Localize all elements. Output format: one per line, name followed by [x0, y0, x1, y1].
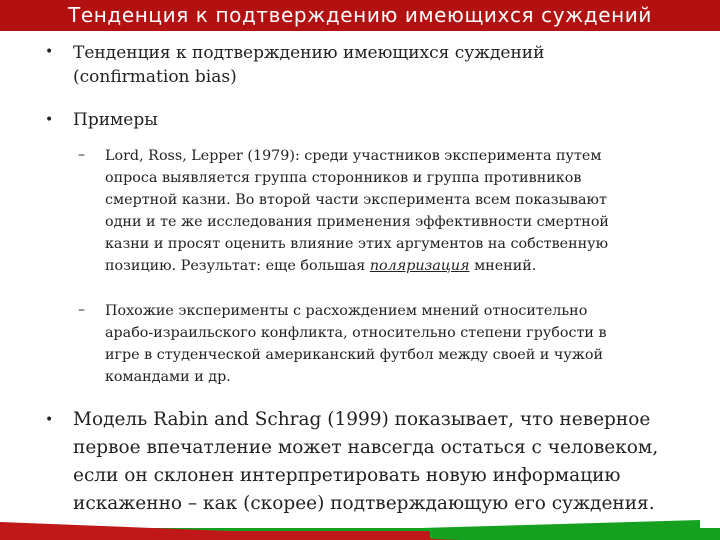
text-line: Lord, Ross, Lepper (1979): среди участников эксперимента путем	[105, 148, 602, 164]
text-line: опроса выявляется группа сторонников и группа противников	[105, 170, 582, 186]
text-line: если он склонен интерпретировать новую информацию	[73, 465, 621, 486]
text-line	[105, 255, 665, 277]
bullet-icon: •	[45, 112, 54, 128]
text-line: командами и др.	[105, 369, 231, 385]
text-line: Похожие эксперименты с расхождением мнений относительно	[105, 303, 588, 319]
text-line: арабо-израильского конфликта, относительно степени грубости в	[105, 325, 607, 341]
text-line: казни и просят оценить влияние этих аргументов на собственную	[105, 236, 609, 252]
text-line: искаженно – как (скорее) подтверждающую его суждения.	[73, 493, 655, 514]
bullet-item-2	[73, 108, 703, 132]
text-line: Тенденция к подтверждению имеющихся суждений	[73, 43, 545, 63]
emphasis-term: поляризация	[369, 258, 470, 274]
bullet-icon: •	[45, 412, 54, 428]
text-line: Модель Rabin and Schrag (1999) показывает, что неверное	[73, 409, 651, 430]
text-fragment: позицию. Результат: еще большая	[105, 258, 370, 274]
bullet-item-1	[73, 41, 703, 89]
subitem-2	[105, 300, 665, 388]
bullet-item-3	[73, 406, 713, 518]
text-line: одни и те же исследования применения эффективности смертной	[105, 214, 609, 230]
dash-icon: –	[78, 147, 85, 163]
text-fragment: мнений.	[469, 258, 537, 274]
bullet-icon: •	[45, 44, 54, 60]
text-line: игре в студенческой американский футбол между своей и чужой	[105, 347, 604, 363]
subitem-1	[105, 145, 665, 277]
text-line: смертной казни. Во второй части эксперимента всем показывают	[105, 192, 607, 208]
slide-title: Тенденция к подтверждению имеющихся суждений	[68, 3, 652, 27]
text-line: Примеры	[73, 110, 158, 130]
footer-red-fill	[0, 531, 430, 540]
text-line: (confirmation bias)	[73, 67, 237, 87]
dash-icon: –	[78, 302, 85, 318]
text-line: первое впечатление может навсегда остаться с человеком,	[73, 437, 659, 458]
